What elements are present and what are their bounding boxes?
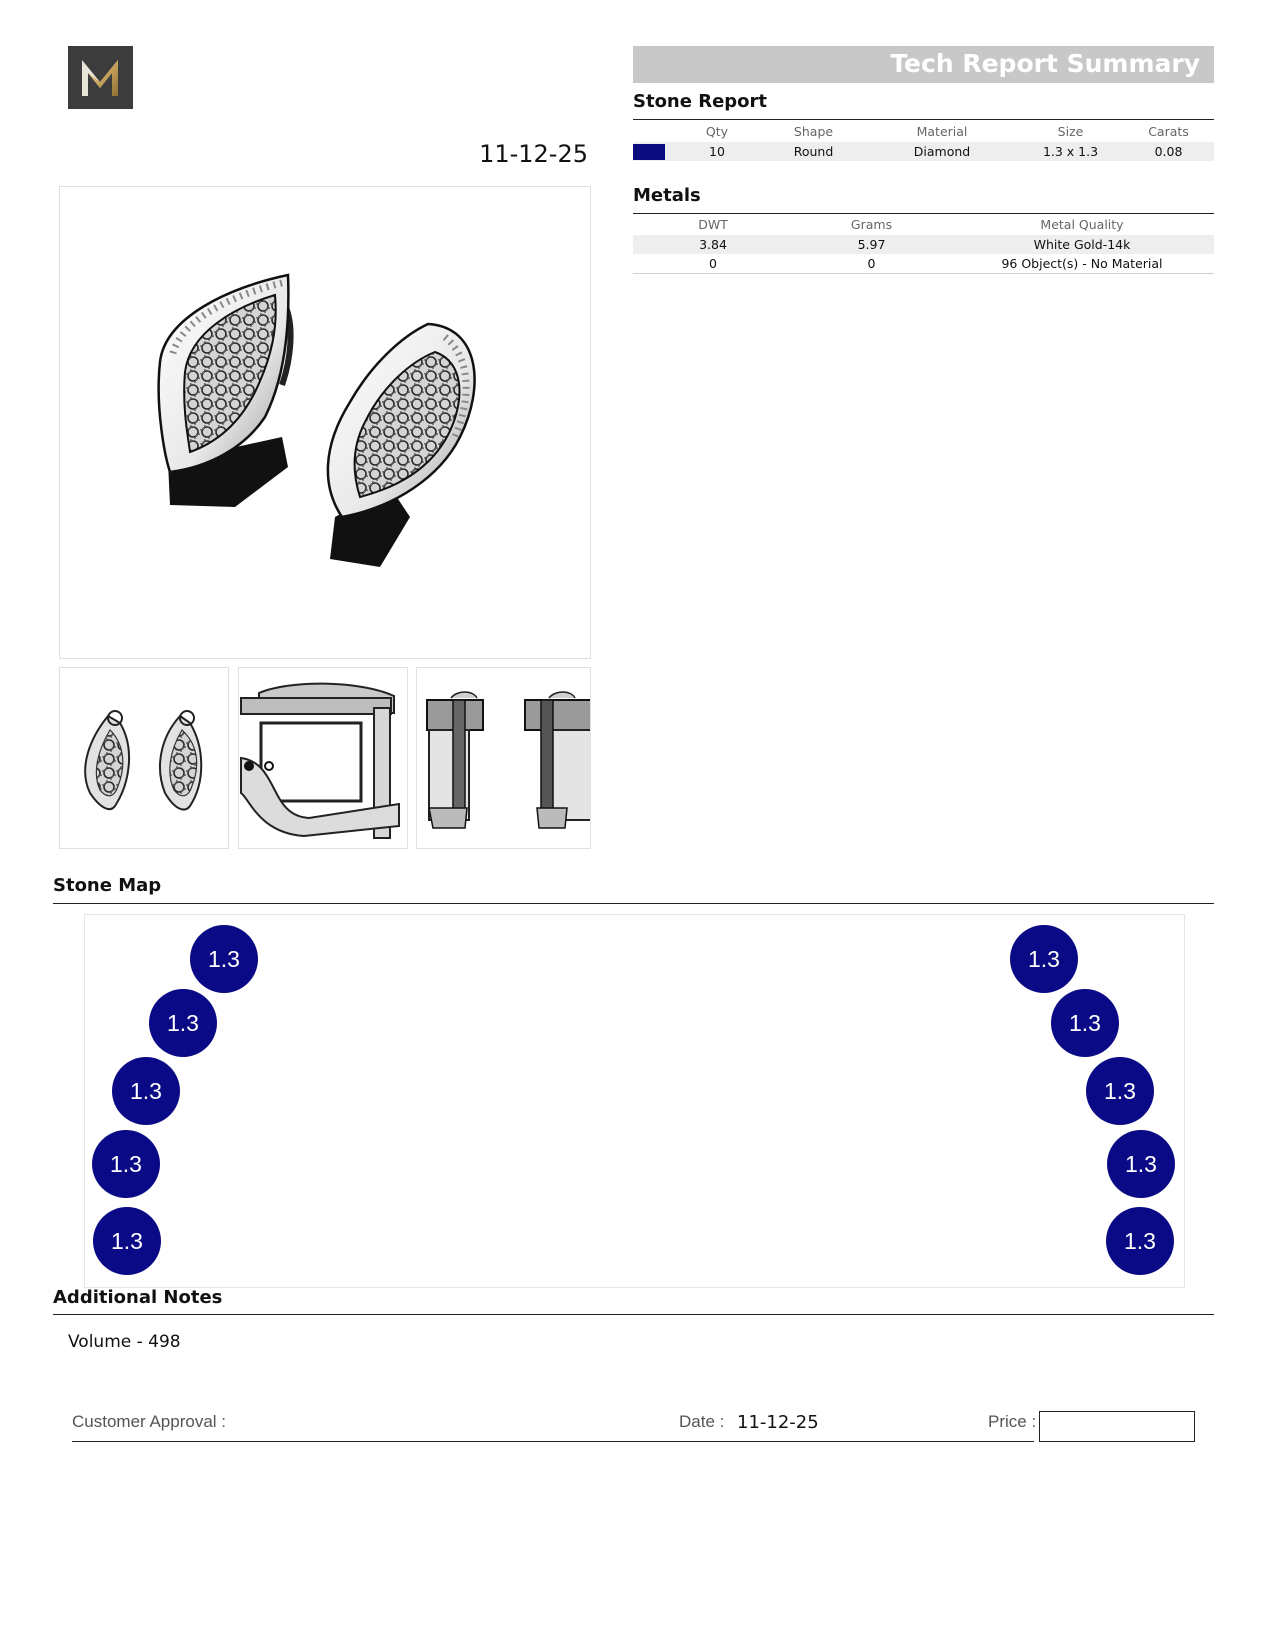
stone-marker: 1.3: [93, 1207, 161, 1275]
stone-color-swatch-cell: [633, 142, 673, 161]
stone-report-heading: Stone Report: [633, 91, 768, 112]
grams-cell: 5.97: [793, 235, 950, 254]
profile-views-image: [417, 668, 590, 848]
column-header: Grams: [850, 217, 893, 232]
metal-quality-cell: 96 Object(s) - No Material: [1001, 256, 1163, 271]
table-row: [633, 142, 1214, 161]
approval-signature-line: [72, 1441, 1034, 1442]
stone-marker: 1.3: [1051, 989, 1119, 1057]
dwt-cell: 0: [709, 256, 717, 271]
grams-cell: 0: [867, 256, 876, 271]
thumbnail-profile-views: [416, 667, 591, 849]
stone-marker: 1.3: [190, 925, 258, 993]
approval-date-label: Date :: [679, 1412, 725, 1431]
metals-header-row: [633, 214, 1214, 235]
metal-quality-cell: White Gold-14k: [950, 235, 1214, 254]
qty-cell: 10: [673, 142, 761, 161]
swatch-column-header: [633, 121, 673, 142]
dwt-cell: 3.84: [633, 235, 793, 254]
approval-date-value: 11-12-25: [737, 1412, 819, 1433]
stone-map: [84, 914, 1185, 1288]
shape-cell: Round: [761, 142, 866, 161]
table-row: [633, 254, 1214, 274]
customer-approval-label: Customer Approval :: [72, 1412, 227, 1431]
price-label: Price :: [988, 1412, 1037, 1431]
thumbnail-side-view: [238, 667, 408, 849]
notes-text: Volume - 498: [68, 1332, 181, 1352]
stone-marker: 1.3: [1010, 925, 1078, 993]
column-header: Shape: [793, 124, 834, 139]
stone-report-rule: [633, 119, 1214, 120]
additional-notes-heading: Additional Notes: [53, 1287, 223, 1308]
column-header: Material: [916, 124, 968, 139]
main-product-render: [59, 186, 591, 659]
report-title: Tech Report Summary: [890, 49, 1200, 78]
front-view-image: [60, 668, 228, 848]
stone-map-heading: Stone Map: [53, 875, 162, 896]
carats-cell: 0.08: [1123, 142, 1214, 161]
stone-color-swatch: [633, 144, 665, 160]
stone-marker: 1.3: [92, 1130, 160, 1198]
title-bar: [633, 46, 1214, 83]
metals-heading: Metals: [633, 185, 701, 206]
logo-m-mark: [68, 46, 133, 109]
size-cell: 1.3 x 1.3: [1018, 142, 1123, 161]
stone-marker: 1.3: [1107, 1130, 1175, 1198]
column-header: DWT: [698, 217, 728, 232]
stone-marker: 1.3: [112, 1057, 180, 1125]
column-header: Carats: [1148, 124, 1189, 139]
table-row: [633, 235, 1214, 254]
column-header: Metal Quality: [1040, 217, 1124, 232]
material-cell: Diamond: [866, 142, 1018, 161]
column-header: Qty: [705, 124, 729, 139]
stone-map-rule: [53, 903, 1214, 904]
report-date: 11-12-25: [479, 140, 588, 168]
side-view-image: [239, 668, 407, 848]
stone-marker: 1.3: [1106, 1207, 1174, 1275]
stone-marker: 1.3: [149, 989, 217, 1057]
thumbnail-front-view: [59, 667, 229, 849]
stone-report-table: [633, 121, 1214, 161]
company-logo: [68, 46, 133, 109]
earrings-render-image: [60, 187, 590, 658]
stone-report-header-row: [633, 121, 1214, 142]
price-field[interactable]: [1039, 1411, 1195, 1442]
stone-marker: 1.3: [1086, 1057, 1154, 1125]
column-header: Size: [1057, 124, 1084, 139]
metals-table: [633, 214, 1214, 274]
additional-notes-rule: [53, 1314, 1214, 1315]
